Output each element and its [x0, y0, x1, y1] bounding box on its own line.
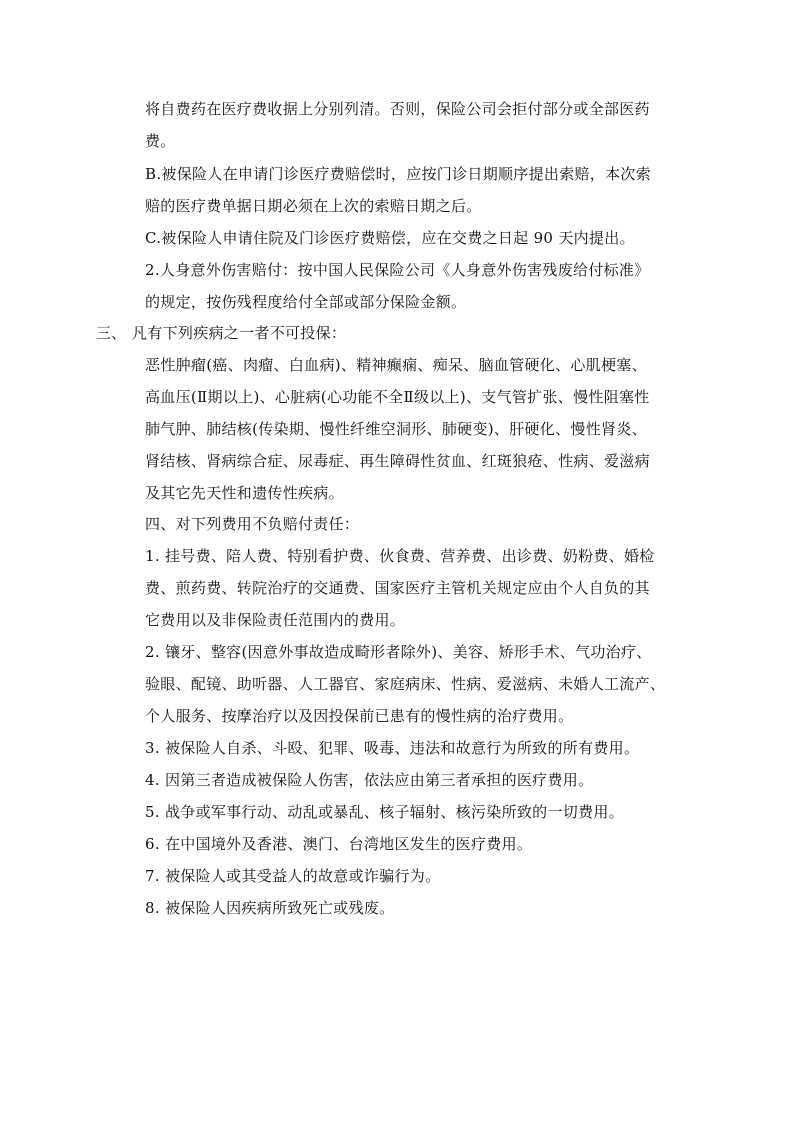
list-item-line: 3. 被保险人自杀、斗殴、犯罪、吸毒、违法和故意行为所致的所有费用。	[145, 739, 640, 757]
text-line: 费。	[145, 132, 176, 150]
text-line: 及其它先天性和遗传性疾病。	[145, 484, 344, 502]
list-item-line: 4. 因第三者造成被保险人伤害，依法应由第三者承担的医疗费用。	[145, 771, 594, 789]
list-item-line: 费、煎药费、转院治疗的交通费、国家医疗主管机关规定应由个人自负的其	[145, 579, 650, 597]
list-item-line: 2. 镶牙、整容(因意外事故造成畸形者除外)、美容、矫形手术、气功治疗、	[145, 643, 652, 661]
list-item-line: 1. 挂号费、陪人费、特别看护费、伙食费、营养费、出诊费、奶粉费、婚检	[145, 547, 655, 565]
text-line: 赔的医疗费单据日期必须在上次的索赔日期之后。	[145, 197, 482, 215]
text-line: 2.人身意外伤害赔付：按中国人民保险公司《人身意外伤害残废给付标准》	[145, 261, 650, 279]
text-line: 肾结核、肾病综合症、尿毒症、再生障碍性贫血、红斑狼疮、性病、爱滋病	[145, 452, 650, 470]
list-item-line: 它费用以及非保险责任范围内的费用。	[145, 611, 406, 629]
text-line: 将自费药在医疗费收据上分别列清。否则，保险公司会拒付部分或全部医药	[145, 100, 650, 118]
section-number: 三、	[96, 324, 127, 342]
list-item-line: 6. 在中国境外及香港、澳门、台湾地区发生的医疗费用。	[145, 835, 533, 853]
list-item-line: 7. 被保险人或其受益人的故意或诈骗行为。	[145, 867, 441, 885]
list-item-line: 8. 被保险人因疾病所致死亡或残废。	[145, 899, 395, 917]
text-line: 肺气肿、肺结核(传染期、慢性纤维空洞形、肺硬变)、肝硬化、慢性肾炎、	[145, 420, 647, 438]
text-line: C.被保险人申请住院及门诊医疗费赔偿，应在交费之日起 90 天内提出。	[145, 229, 635, 247]
section-heading: 四、对下列费用不负赔付责任：	[145, 515, 360, 533]
list-item-line: 5. 战争或军事行动、动乱或暴乱、核子辐射、核污染所致的一切费用。	[145, 803, 624, 821]
list-item-line: 个人服务、按摩治疗以及因投保前已患有的慢性病的治疗费用。	[145, 707, 574, 725]
text-line: 恶性肿瘤(癌、肉瘤、白血病)、精神癫痫、痴呆、脑血管硬化、心肌梗塞、	[145, 356, 647, 374]
text-line: 的规定，按伤残程度给付全部或部分保险金额。	[145, 293, 467, 311]
section-heading: 凡有下列疾病之一者不可投保：	[132, 324, 347, 342]
text-line: B.被保险人在申请门诊医疗费赔偿时，应按门诊日期顺序提出索赔，本次索	[145, 165, 651, 183]
text-line: 高血压(Ⅱ期以上)、心脏病(心功能不全Ⅱ级以上)、支气管扩张、慢性阻塞性	[145, 388, 650, 406]
list-item-line: 验眼、配镜、助听器、人工器官、家庭病床、性病、爱滋病、未婚人工流产、	[145, 675, 666, 693]
